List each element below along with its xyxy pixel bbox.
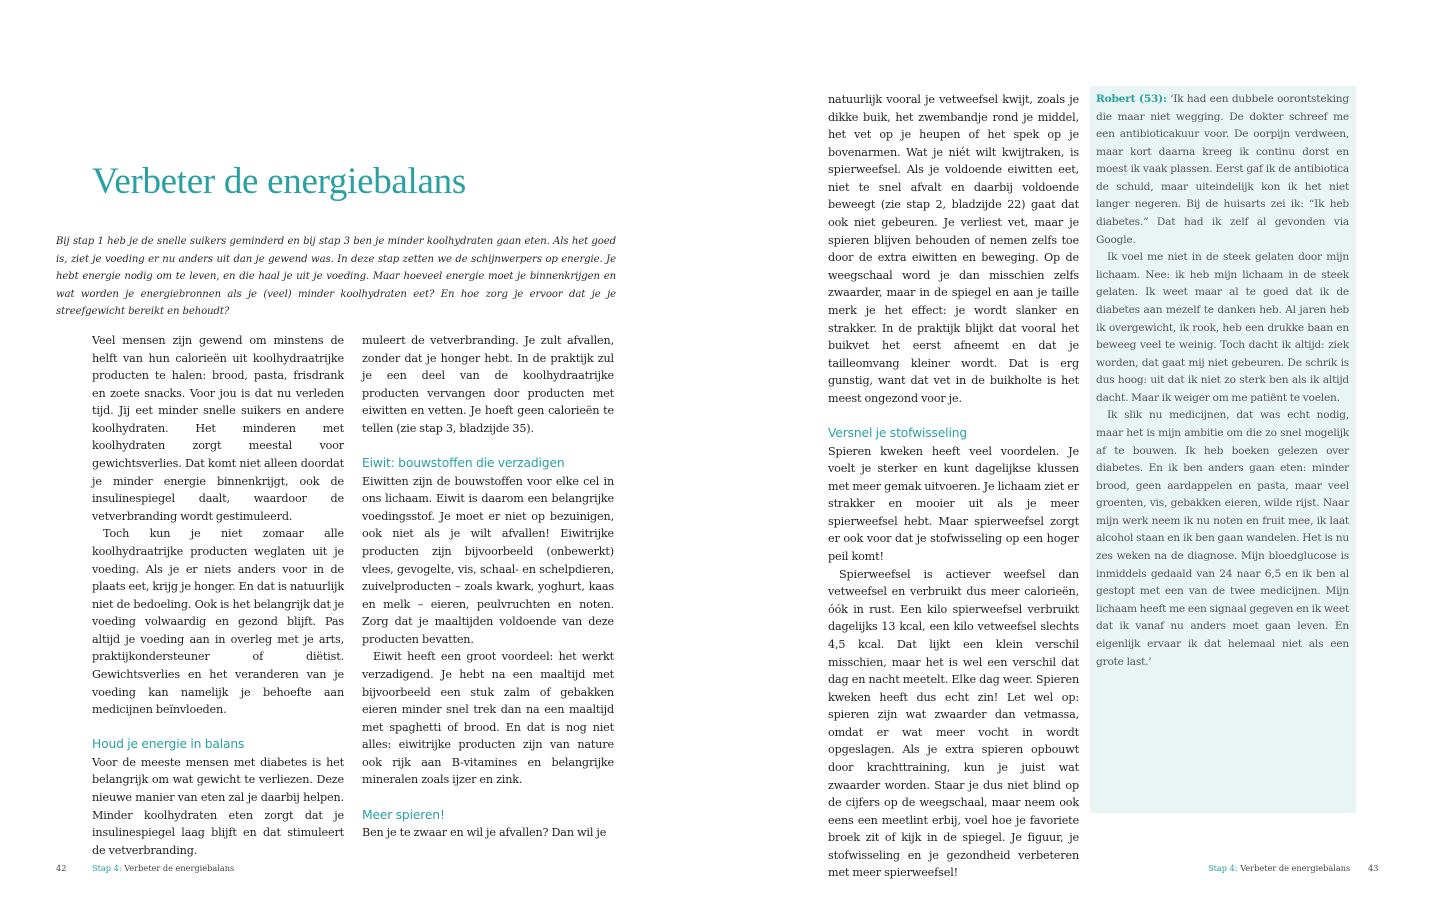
section-heading: Eiwit: bouwstoffen die verzadigen — [362, 456, 565, 471]
testimonial-quote — [1096, 91, 1349, 671]
running-header-left — [92, 862, 234, 874]
section-heading: Meer spieren! — [362, 807, 445, 822]
quote-author: Robert (53): — [1096, 93, 1167, 105]
quote-paragraph: Ik voel me niet in de steek gelaten door mijn lichaam. Nee: ik heb mijn lichaam in de steek gelaten. Ik weet maar al te goed dat ik de diabetes aan mezelf te danken heb. Al jaren heb ik overgewicht, ik rook, heb een drukke baan en beweeg veel te weinig. Toch dacht ik altijd: ziek worden, dat gaat mij niet gebeuren. De schrik is dus hoog: uit dat ik niet zo sterk ben als ik altijd dacht. Maar ik weiger om me patiënt te voelen. — [1096, 251, 1349, 404]
chapter-title: Verbeter de energiebalans — [92, 161, 466, 202]
page-number-right: 43 — [1368, 863, 1379, 873]
body-paragraph: Voor de meeste mensen met diabetes is het belangrijk om wat gewicht te verliezen. Deze nieuwe manier van eten zal je daarbij helpen. Minder koolhydraten eten zorgt dat je insulinespiegel laag blijft en dat stimuleert de vetverbranding. — [92, 755, 344, 857]
body-paragraph: Spieren kweken heeft veel voordelen. Je voelt je sterker en kunt dagelijkse klussen met meer gemak uitvoeren. Je lichaam ziet er strakker en mooier uit als je meer spierweefsel hebt. Maar spierweefsel zorgt er ook voor dat je stofwisseling op een hoger peil komt! — [828, 444, 1079, 564]
body-paragraph: Toch kun je niet zomaar alle koolhydraatrijke producten weglaten uit je voeding. Als je er niets anders voor in de plaats eet, krijg je honger. En dat is natuurlijk niet de bedoeling. Ook is het belangrijk dat je voeding volwaardig en gezond blijft. Pas altijd je voeding aan in overleg met je arts, praktijkondersteuner of diëtist. Gewichtsverlies en het veranderen van je voeding kan namelijk je behoefte aan medicijnen beïnvloeden. — [92, 527, 344, 717]
running-header-step: Stap 4: — [92, 863, 122, 873]
body-paragraph: Spierweefsel is actiever weefsel dan vetweefsel en verbruikt dus meer calorieën, óók in rust. Een kilo spierweefsel verbruikt dagelijks 13 kcal, een kilo vetweefsel slechts 4,5 kcal. Dat lijkt een klein verschil misschien, maar het is wel een verschil dat dag en nacht meetelt. Elke dag weer. Spieren kweken heeft dus echt zin! Let wel op: spieren zijn wat zwaarder dan vetmassa, omdat er wat meer vocht in wordt opgeslagen. Als je extra spieren opbouwt door krachttraining, kun je juist wat zwaarder worden. Staar je dus niet blind op de cijfers op de weegschaal, maar neem ook eens een meetlint erbij, voel hoe je favoriete broek zit of kijk in de spiegel. Je figuur, je stofwisseling en je gezondheid verbeteren met meer spierweefsel! — [828, 567, 1079, 880]
running-header-title: Verbeter de energiebalans — [1240, 863, 1351, 873]
body-column-2 — [362, 332, 614, 842]
page-number-left: 42 — [56, 863, 67, 873]
body-paragraph: Eiwitten zijn de bouwstoffen voor elke cel in ons lichaam. Eiwit is daarom een belangrijke voedingsstof. Je moet er niet op bezuinigen, ook niet als je wilt afvallen! Eiwitrijke producten zijn bijvoorbeeld (onbewerkt) vlees, gevogelte, vis, schaal- en schelpdieren, zuivelproducten – zoals kwark, yoghurt, kaas en melk – eieren, peulvruchten en noten. Zorg dat je maaltijden voldoende van deze producten bevatten. — [362, 474, 614, 646]
quote-paragraph — [1096, 91, 1349, 249]
body-paragraph: Ben je te zwaar en wil je afvallen? Dan wil je — [362, 826, 607, 840]
quote-paragraph: Ik slik nu medicijnen, dat was echt nodig, maar het is mijn ambitie om die zo snel mogelijk af te bouwen. Ik heb boeken gelezen over diabetes. En ik ben anders gaan eten: minder brood, geen aardappelen en pasta, maar veel groenten, vis, gebakken eieren, wilde rijst. Naar mijn werk neem ik nu noten en fruit mee, ik laat alcohol staan en ik ben gaan wandelen. Het is nu zes weken na de diagnose. Mijn bloedglucose is inmiddels gedaald van 24 naar 6,5 en ik ben al gestopt met een van de twee medicijnen. Mijn lichaam heeft me een signaal gegeven en ik weet dat ik vanaf nu anders moet gaan leven. En eigenlijk ervaar ik dat helemaal niet als een grote last.’ — [1096, 409, 1349, 668]
body-column-1 — [92, 332, 344, 859]
running-header-right — [1208, 862, 1350, 874]
body-paragraph: Eiwit heeft een groot voordeel: het werkt verzadigend. Je hebt na een maaltijd met bijvoorbeeld een stuk zalm of gebakken eieren minder snel trek dan na een maaltijd met spaghetti of brood. En dat is nog niet alles: eiwitrijke producten zijn van nature ook rijk aan B-vitamines en belangrijke mineralen zoals ijzer en zink. — [362, 650, 614, 787]
body-column-3 — [828, 91, 1079, 882]
body-paragraph: natuurlijk vooral je vetweefsel kwijt, zoals je dikke buik, het zwembandje rond je middel, het vet op je heupen of het spek op je bovenarmen. Wat je niét wilt kwijtraken, is spierweefsel. Als je voldoende eiwitten eet, niet te snel afvalt en daarbij voldoende beweegt (zie stap 2, bladzijde 22) gaat dat ook niet gebeuren. Je verliest vet, maar je spieren blijven behouden of nemen zelfs toe door de extra eiwitten en beweging. Op de weegschaal word je dan misschien zelfs zwaarder, maar in de spiegel en aan je taille merk je het effect: je wordt slanker en strakker. In de praktijk blijkt dat vooral het buikvet het eerst afneemt en dat je tailleomvang kleiner wordt. Dat is erg gunstig, want dat vet in de buikholte is het meest ongezond voor je. — [828, 93, 1079, 405]
quote-text: ‘Ik had een dubbele oorontsteking die maar niet wegging. De dokter schreef me een antibioticakuur voor. De oorpijn verdween, maar kort daarna kreeg ik continu dorst en moest ik vaak plassen. Eerst gaf ik de antibiotica de schuld, maar uiteindelijk kon ik het niet langer negeren. Bij de huisarts zei ik: “Ik heb diabetes.” Dat had ik zelf al gevonden via Google. — [1096, 93, 1349, 246]
body-paragraph: muleert de vetverbranding. Je zult afvallen, zonder dat je honger hebt. In de praktijk zul je een deel van de koolhydraatrijke producten vervangen door producten met eiwitten en vetten. Je hoeft geen calorieën te tellen (zie stap 3, bladzijde 35). — [362, 334, 614, 435]
body-paragraph: Veel mensen zijn gewend om minstens de helft van hun calorieën uit koolhydraatrijke producten te halen: brood, pasta, frisdrank en zoete snacks. Voor jou is dat nu verleden tijd. Jij eet minder snelle suikers en andere koolhydraten. Het minderen met koolhydraten zorgt meestal voor gewichtsverlies. Dat komt niet alleen doordat je minder energie binnenkrijgt, ook de insulinespiegel daalt, waardoor de vetverbranding wordt gestimuleerd. — [92, 334, 344, 523]
section-heading: Houd je energie in balans — [92, 737, 245, 752]
running-header-title: Verbeter de energiebalans — [124, 863, 235, 873]
running-header-step: Stap 4: — [1208, 863, 1238, 873]
section-heading: Versnel je stofwisseling — [828, 425, 968, 440]
intro-paragraph: Bij stap 1 heb je de snelle suikers geminderd en bij stap 3 ben je minder koolhydraten gaan eten. Als het goed is, ziet je voeding er nu anders uit dan je gewend was. In deze stap zetten we de schijnwerpers op energie. Je hebt energie nodig om te leven, en die haal je uit je voeding. Maar hoeveel energie moet je binnenkrijgen en wat worden je energiebronnen als je (veel) minder koolhydraten eet? En hoe zorg je ervoor dat je je streefgewicht bereikt en behoudt? — [56, 236, 616, 317]
